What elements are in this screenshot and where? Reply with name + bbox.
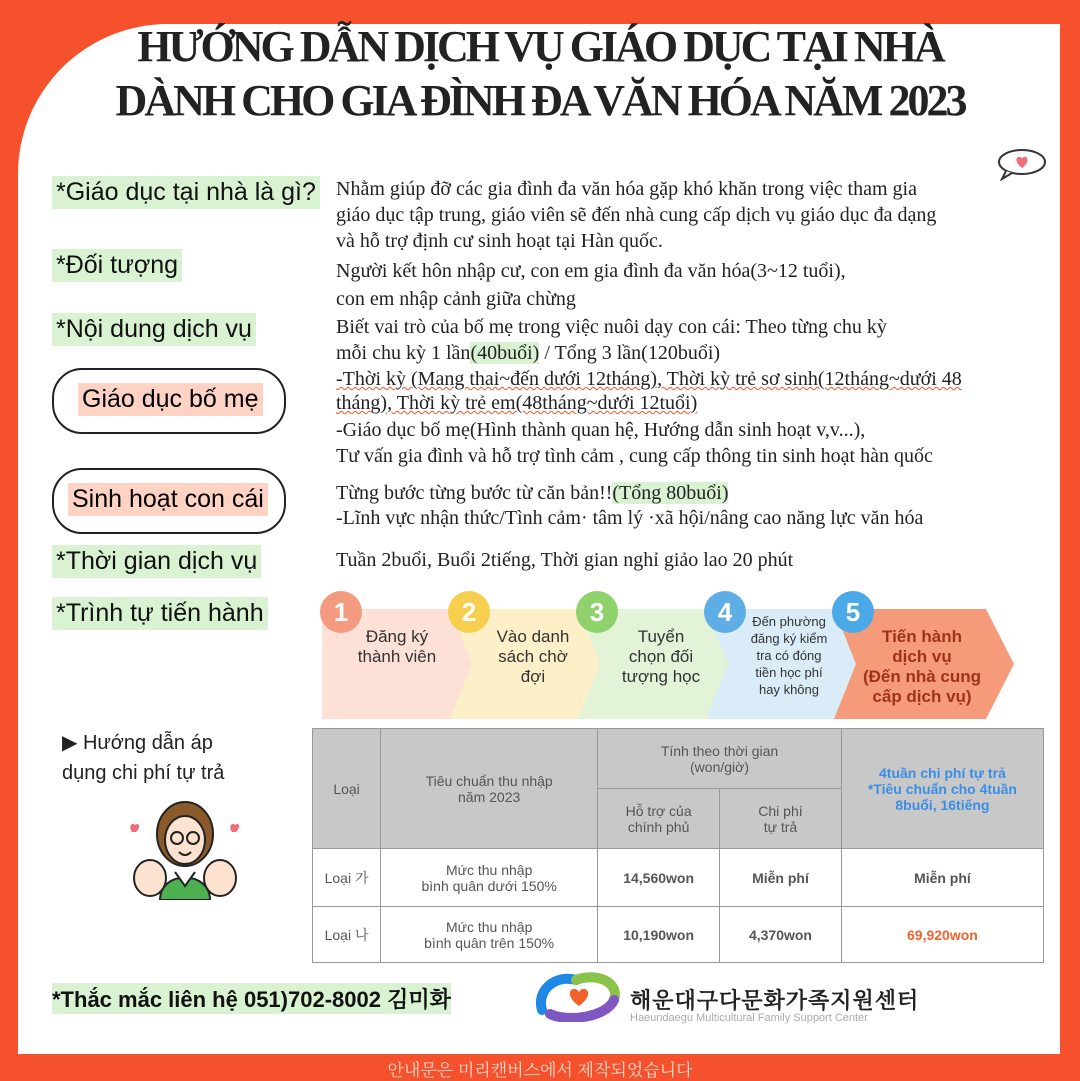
row2-month: 69,920won — [841, 907, 1043, 963]
child-line-1 — [336, 482, 728, 505]
content-line-2c: / Tổng 3 lần(120buổi) — [539, 342, 721, 364]
content-line-2a: mỗi chu kỳ 1 lần — [336, 342, 471, 364]
step-number-circle: 5 — [832, 591, 874, 633]
page-title — [0, 20, 1080, 128]
title-line-1: HƯỚNG DẪN DỊCH VỤ GIÁO DỤC TẠI NHÀ — [137, 22, 943, 71]
content-line-5: -Giáo dục bố mẹ(Hình thành quan hệ, Hướng dẫn sinh hoạt v,v...), — [336, 419, 866, 441]
label-process: *Trình tự tiến hành — [52, 597, 268, 630]
row1-month: Miễn phí — [841, 849, 1043, 907]
step-number-circle: 1 — [320, 591, 362, 633]
row2-gov: 10,190won — [598, 907, 720, 963]
child-line-1a: Từng bước từng bước từ căn bản!! — [336, 482, 613, 504]
label-what-is: *Giáo dục tại nhà là gì? — [52, 176, 320, 209]
row2-self: 4,370won — [720, 907, 842, 963]
what-line-3: và hỗ trợ định cư sinh hoạt tại Hàn quốc. — [336, 230, 663, 252]
heart-bubble-icon — [996, 147, 1048, 181]
row2-income: Mức thu nhập bình quân trên 150% — [381, 907, 598, 963]
content-line-4: tháng), Thời kỳ trẻ em(48tháng~dưới 12tuổi) — [336, 392, 698, 414]
child-line-1b: (Tổng 80buổi) — [612, 482, 729, 504]
step-label: Đến phường đăng ký kiểm tra có đóng tiền học phí hay không — [750, 614, 828, 697]
contact-info: *Thắc mắc liên hệ 051)702-8002 김미화 — [52, 983, 451, 1014]
step-label: Vào danh sách chờ đợi — [496, 627, 570, 686]
fee-header-4week: 4tuần chi phí tự trả *Tiêu chuẩn cho 4tuần 8buổi, 16tiếng — [841, 729, 1043, 849]
process-step-5 — [834, 597, 1014, 723]
parent-education-label: Giáo dục bố mẹ — [78, 383, 263, 416]
row1-self: Miễn phí — [720, 849, 842, 907]
step-number-circle: 3 — [576, 591, 618, 633]
fee-note-line-2: dụng chi phí tự trả — [62, 762, 225, 784]
fee-header-self: Chi phí tự trả — [720, 789, 842, 849]
content-line-1: Biết vai trò của bố mẹ trong việc nuôi dạy con cái: Theo từng chu kỳ — [336, 316, 887, 338]
target-line-1: Người kết hôn nhập cư, con em gia đình đa văn hóa(3~12 tuổi), — [336, 260, 846, 282]
parent-education-pill — [52, 368, 286, 434]
row1-gov: 14,560won — [598, 849, 720, 907]
step-number-circle: 2 — [448, 591, 490, 633]
heart-icon — [230, 824, 239, 832]
center-name: 해운대구다문화가족지원센터 — [630, 988, 920, 1013]
content-line-2b: (40buổi) — [470, 342, 540, 364]
fee-header-type: Loại — [313, 729, 381, 849]
row1-income: Mức thu nhập bình quân dưới 150% — [381, 849, 598, 907]
fee-header-income: Tiêu chuẩn thu nhập năm 2023 — [381, 729, 598, 849]
content-line-6: Tư vấn gia đình và hỗ trợ tình cảm , cung cấp thông tin sinh hoạt hàn quốc — [336, 445, 933, 467]
child-life-label: Sinh hoạt con cái — [68, 483, 268, 516]
fee-table — [312, 728, 1044, 963]
child-life-pill — [52, 468, 286, 534]
row1-type: Loại 가 — [313, 849, 381, 907]
content-line-3: -Thời kỳ (Mang thai~đến dưới 12tháng), Thời kỳ trẻ sơ sinh(12tháng~dưới 48 — [336, 368, 962, 390]
target-line-2: con em nhập cảnh giữa chừng — [336, 288, 576, 310]
table-row — [313, 907, 1044, 963]
step-label: Tiến hành dịch vụ (Đến nhà cung cấp dịch vụ) — [862, 627, 982, 706]
what-line-1: Nhằm giúp đỡ các gia đình đa văn hóa gặp khó khăn trong việc tham gia — [336, 178, 917, 200]
label-target: *Đối tượng — [52, 249, 182, 282]
content-line-2 — [336, 342, 720, 365]
step-label: Đăng ký thành viên — [357, 627, 437, 666]
what-line-2: giáo dục tập trung, giáo viên sẽ đến nhà cung cấp dịch vụ giáo dục đa dạng — [336, 204, 937, 226]
row2-type: Loại 나 — [313, 907, 381, 963]
title-line-2: DÀNH CHO GIA ĐÌNH ĐA VĂN HÓA NĂM 2023 — [115, 76, 965, 125]
child-line-2: -Lĩnh vực nhận thức/Tình cảm· tâm lý ·xã hội/nâng cao năng lực văn hóa — [336, 507, 924, 529]
label-service-content: *Nội dung dịch vụ — [52, 313, 256, 346]
center-logo-icon — [536, 970, 622, 1022]
time-line-1: Tuần 2buổi, Buổi 2tiếng, Thời gian nghỉ giảo lao 20 phút — [336, 549, 794, 571]
teacher-illustration — [120, 790, 250, 900]
footer-credit: 안내문은 미리캔버스에서 제작되었습니다 — [387, 1061, 693, 1080]
label-service-time: *Thời gian dịch vụ — [52, 545, 261, 578]
fee-header-hourly: Tính theo thời gian (won/giờ) — [598, 729, 842, 789]
step-label: Tuyển chọn đối tượng học — [621, 627, 701, 686]
fee-note-line-1: ▶ Hướng dẫn áp — [62, 732, 213, 754]
fee-note — [62, 728, 224, 788]
fee-header-gov: Hỗ trợ của chính phủ — [598, 789, 720, 849]
heart-icon — [130, 824, 139, 832]
step-number-circle: 4 — [704, 591, 746, 633]
table-row — [313, 849, 1044, 907]
center-subtitle: Haeundaegu Multicultural Family Support Center — [630, 1012, 868, 1024]
